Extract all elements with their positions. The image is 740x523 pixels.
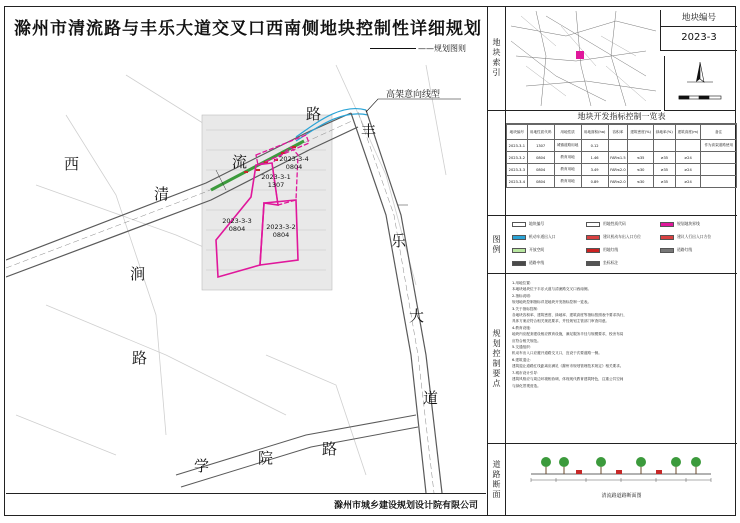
drawing-title: 滁州市清流路与丰乐大道交叉口西南侧地块控制性详细规划 [14, 19, 482, 39]
indicator-cell: 教育用地 [554, 152, 581, 164]
plot-use-code: 0804 [272, 231, 290, 239]
indicator-cell: 0804 [527, 176, 554, 188]
indicator-cell: 2023-3-4 [507, 176, 528, 188]
indicator-cell: 0804 [527, 152, 554, 164]
location-marker-icon [576, 51, 584, 59]
requirement-line: 规划地块控制指标详见地块开发指标控制一览表。 [512, 300, 592, 305]
legend-swatch [512, 261, 526, 266]
block-code-value: 2023-3 [681, 32, 717, 43]
indicator-cell: FAR≤1.5 [608, 152, 628, 164]
plot-label-2023-3-3[interactable] [218, 217, 256, 233]
requirement-line: 3.关于指标控制： [512, 306, 541, 311]
plot-label-2023-3-1[interactable] [256, 173, 296, 189]
indicator-cell [654, 140, 675, 152]
planning-map[interactable] [6, 55, 486, 493]
indicator-cell: ≤30 [628, 176, 654, 188]
legend-item [660, 234, 711, 240]
indicator-cell: ≥24 [675, 164, 701, 176]
north-arrow-icon [665, 56, 735, 109]
requirement-line: 地块内应配套建设相应教育设施，满足服务半径与规模要求，校舍布局 [512, 332, 624, 337]
info-panel [487, 6, 737, 516]
indicator-cell: 1307 [527, 140, 554, 152]
footer-bar [6, 493, 486, 515]
requirement-line: 建筑风格应与周边环境相协调，体现现代教育建筑特色，注重公共空间 [512, 377, 624, 382]
elevated-callout-label: 高架意向线型 [386, 90, 441, 100]
legend-label: 地块编号 [529, 221, 545, 226]
legend-swatch [586, 235, 600, 240]
indicator-header-cell: 建筑密度(%) [628, 125, 654, 140]
road-fengle-char-3: 大 [409, 307, 425, 325]
legend-swatch [660, 222, 674, 227]
legend-label: 机动车道出入口 [529, 234, 556, 239]
road-xueyuan-char-3: 路 [322, 440, 338, 458]
road-qingliu-char-3: 流 [232, 153, 248, 171]
indicator-cell: ≤30 [628, 164, 654, 176]
drawing-subtitle: ——规划图则 [418, 44, 466, 53]
requirement-line: 1.用地位置： [512, 281, 534, 285]
indicator-header-cell: 用地性质代码 [527, 125, 554, 140]
plot-code: 2023-3-1 [261, 173, 291, 181]
legend-panel [506, 216, 737, 274]
road-xueyuan-char-2: 院 [258, 449, 274, 467]
legend-swatch [586, 248, 600, 253]
requirement-line: 与绿化景观营造。 [512, 383, 541, 388]
indicator-header-cell: 建筑高度(m) [675, 125, 701, 140]
location-index-map[interactable] [506, 6, 661, 111]
legend-label: 建议人行出入口方位 [677, 234, 712, 239]
table-row[interactable] [507, 164, 737, 176]
indicator-cell: 1.46 [581, 152, 608, 164]
road-qingliu-char-2: 清 [154, 185, 170, 203]
indicator-cell: 0804 [527, 164, 554, 176]
requirement-line: 5.交通组织： [512, 345, 534, 350]
legend-label: 坐标标注 [603, 260, 619, 265]
requirement-line: 各地块容积率、建筑密度、绿地率、建筑高度等指标按照表中要求执行， [512, 313, 627, 318]
requirement-line: 6.建筑退让： [512, 357, 534, 362]
indicator-header-cell: 备注 [701, 125, 737, 140]
table-row[interactable] [507, 140, 737, 152]
side-label-legend: 图例 [488, 216, 506, 274]
requirements-text [512, 280, 731, 389]
legend-label: 道路中线 [529, 260, 545, 265]
indicator-cell [701, 176, 737, 188]
indicator-cell [628, 140, 654, 152]
plot-use-code: 0804 [285, 163, 303, 171]
side-label-requirements: 规划控制要点 [488, 274, 506, 444]
plot-label-2023-3-4[interactable] [276, 155, 312, 171]
legend-label: 开放空间 [529, 247, 545, 252]
indicator-cell: ≥24 [675, 152, 701, 164]
indicator-cell: 作为高架道路使用 [701, 140, 737, 152]
legend-swatch [512, 222, 526, 227]
indicator-cell: 0.89 [581, 176, 608, 188]
side-label-location: 地块索引 [488, 6, 506, 111]
requirements-panel [506, 274, 737, 444]
plot-use-code: 1307 [267, 181, 285, 189]
side-label-road-section: 道路断面 [488, 444, 506, 516]
legend-item [512, 221, 544, 227]
road-qingliu-char-4: 路 [306, 105, 322, 123]
legend-swatch [512, 235, 526, 240]
indicator-cell [701, 164, 737, 176]
car-icons [576, 470, 662, 474]
indicator-cell: 城镇道路用地 [554, 140, 581, 152]
indicator-cell [675, 140, 701, 152]
legend-item [512, 234, 556, 240]
plot-use-code: 0804 [228, 225, 246, 233]
legend-label: 规划地块界线 [677, 221, 700, 226]
requirement-line: 建筑退让道路红线距离应满足《滁州市规划管理技术规定》相关要求。 [512, 364, 624, 369]
requirement-line: 应符合相关规范。 [512, 338, 541, 343]
indicator-header-cell: 绿地率(%) [654, 125, 675, 140]
block-code-label: 地块编号 [661, 10, 737, 27]
indicator-header-cell: 地块编号 [507, 125, 528, 140]
indicator-cell: 教育用地 [554, 176, 581, 188]
plot-label-2023-3-2[interactable] [262, 223, 300, 239]
indicator-cell [608, 140, 628, 152]
side-label-indicator [488, 111, 506, 216]
indicator-cell: 2023-3-2 [507, 152, 528, 164]
indicator-cell: ≥35 [654, 152, 675, 164]
legend-swatch [512, 248, 526, 253]
subtitle-rule [370, 48, 416, 49]
road-qingliu-char-1: 西 [64, 155, 80, 173]
legend-swatch [586, 222, 600, 227]
map-canvas [6, 55, 486, 493]
legend-item [660, 221, 700, 227]
indicator-header-cell: 容积率 [608, 125, 628, 140]
indicator-table-title: 地块开发指标控制一览表 [506, 111, 737, 124]
legend-swatch [660, 235, 674, 240]
indicator-table [506, 124, 737, 188]
requirement-line: 2.指标说明： [512, 293, 534, 298]
legend-item [586, 234, 641, 240]
road-fengle-char-4: 道 [423, 389, 439, 407]
indicator-cell: ≥24 [675, 176, 701, 188]
legend-swatch [660, 248, 674, 253]
plot-code: 2023-3-4 [279, 155, 309, 163]
indicator-cell: 教育用地 [554, 164, 581, 176]
requirement-line: 机动车出入口应避开道路交叉口，宜设于次要道路一侧。 [512, 351, 602, 356]
indicator-cell: FAR≤2.0 [608, 176, 628, 188]
indicator-cell: 3.49 [581, 164, 608, 176]
requirement-line: 4.教育设施： [512, 325, 534, 330]
legend-item [586, 260, 618, 266]
legend-item [512, 260, 544, 266]
indicator-cell: 2023-3-1 [507, 140, 528, 152]
road-section-panel[interactable] [506, 444, 737, 516]
indicator-cell: ≤35 [628, 152, 654, 164]
requirement-line: 具体方案应符合相关规范要求，并经规划主管部门审查同意。 [512, 319, 610, 324]
indicator-cell: ≥35 [654, 164, 675, 176]
table-row[interactable] [507, 176, 737, 188]
legend-item [660, 247, 692, 253]
table-row[interactable] [507, 152, 737, 164]
indicator-panel [506, 111, 737, 216]
indicator-cell: 0.12 [581, 140, 608, 152]
legend-item [586, 247, 618, 253]
design-institute-name: 滁州市城乡建设规划设计院有限公司 [333, 501, 478, 511]
plot-code: 2023-3-2 [266, 223, 296, 231]
indicator-cell: FAR≤2.0 [608, 164, 628, 176]
callout-leader [366, 99, 461, 112]
legend-item [586, 221, 626, 227]
road-jianshe-char-1: 涧 [130, 265, 146, 283]
indicator-header-cell: 用地面积(ha) [581, 125, 608, 140]
indicator-cell: ≥35 [654, 176, 675, 188]
tree-icons [541, 457, 701, 467]
legend-label: 用地红线 [603, 247, 619, 252]
requirement-line: 本地块地块位于丰乐大道与清流路交叉口西南侧。 [512, 287, 592, 292]
road-xueyuan-char-1: 学 [194, 457, 210, 475]
indicator-cell: 2023-3-3 [507, 164, 528, 176]
road-fengle-char-1: 丰 [361, 122, 377, 140]
legend-label: 建议机动车出入口方位 [603, 234, 641, 239]
road-jianshe-char-2: 路 [132, 349, 148, 367]
legend-label: 道路红线 [677, 247, 693, 252]
north-arrow-box [664, 56, 736, 111]
location-map-canvas [506, 6, 661, 110]
legend-label: 用地性质代码 [603, 221, 626, 226]
indicator-cell [701, 152, 737, 164]
legend-item [512, 247, 544, 253]
indicator-header-cell: 用地性质 [554, 125, 581, 140]
road-fengle-char-2: 乐 [391, 232, 407, 250]
requirement-line: 7.城市设计引导： [512, 370, 541, 375]
legend-swatch [586, 261, 600, 266]
road-section-caption: 清流路道路断面图 [601, 493, 642, 499]
plot-code: 2023-3-3 [222, 217, 252, 225]
